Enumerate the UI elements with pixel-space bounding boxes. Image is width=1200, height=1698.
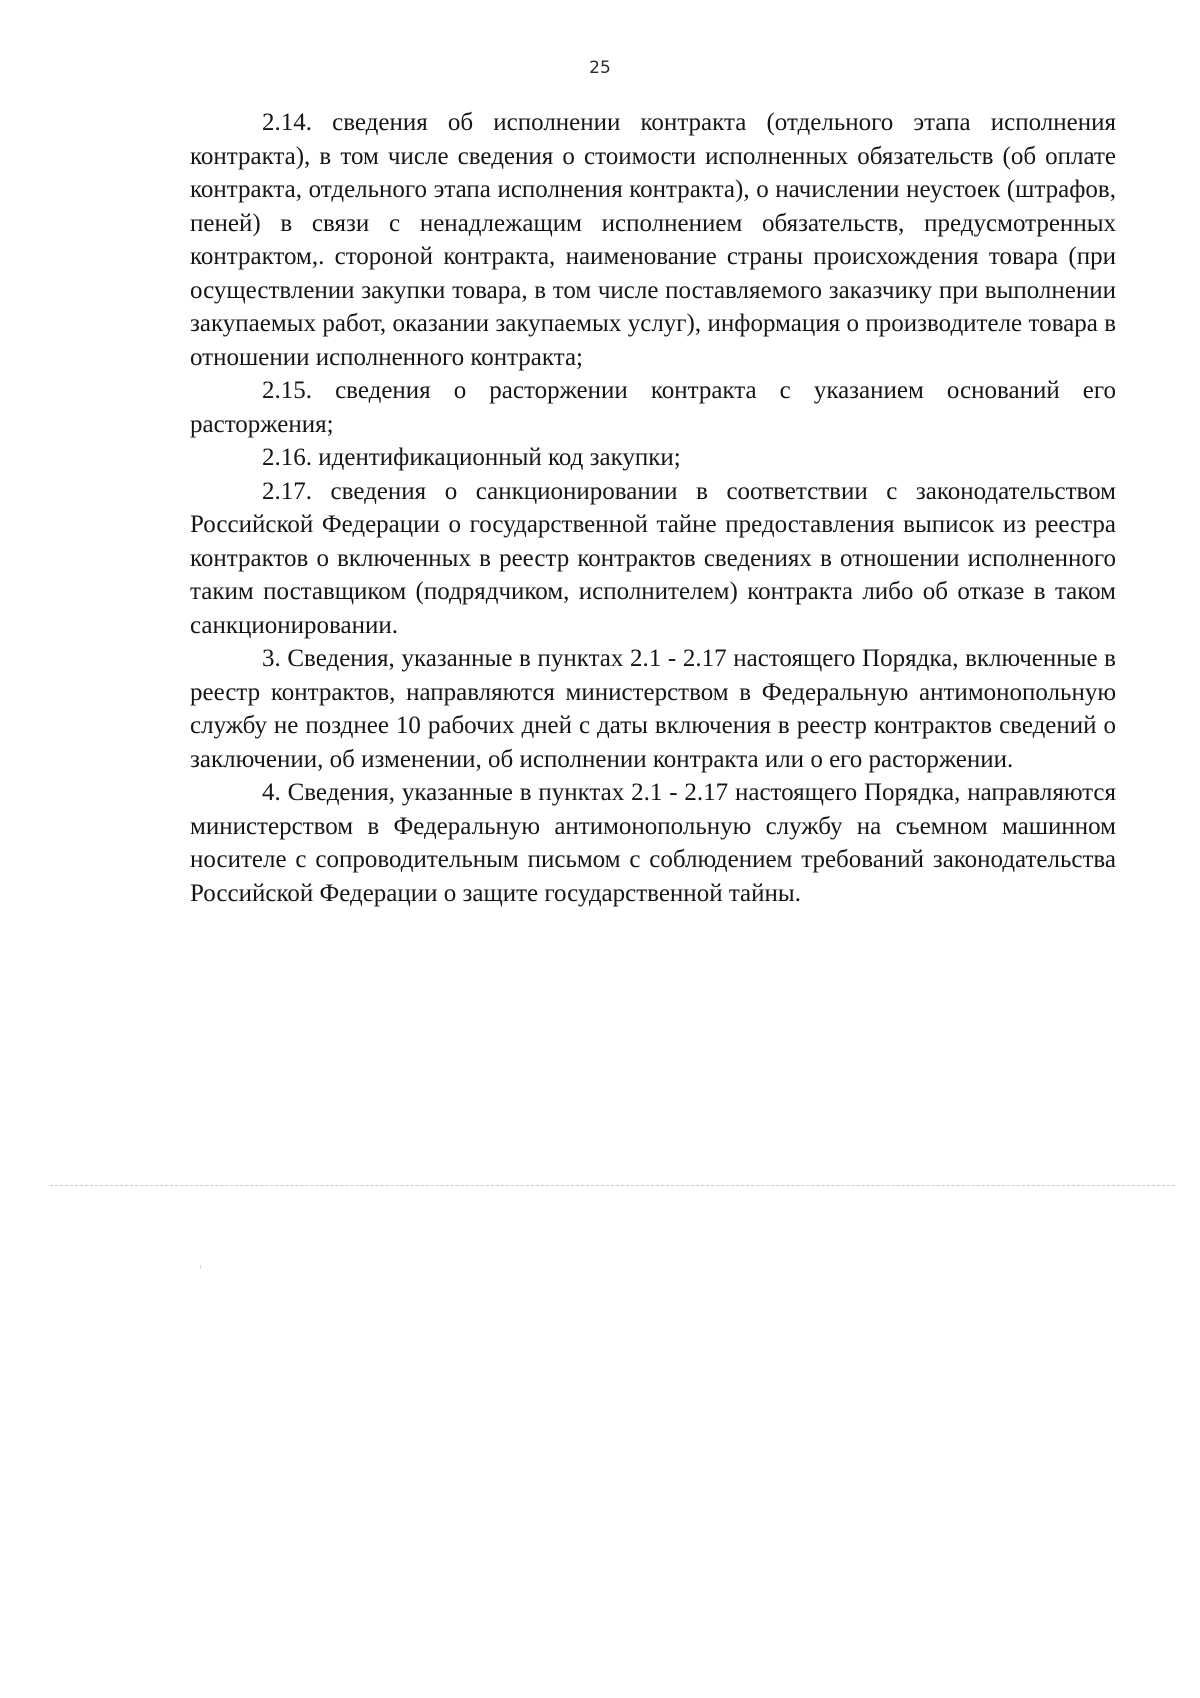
- paragraph-2-14: 2.14. сведения об исполнении контракта (отдельного этапа исполнения контракта), в том числе сведения о стоимости исполненных обязательств (об оплате контракта, отдельного этапа исполнения контракта), о начислении неустоек (штрафов, пеней) в связи с ненадлежащим исполнением обязательств, предусмотренных контрактом,. стороной контракта, наименование страны происхождения товара (при осуществлении закупки товара, в том числе поставляемого заказчику при выполнении закупаемых работ, оказании закупаемых услуг), информация о производителе товара в отношении исполненного контракта;: [190, 109, 1116, 371]
- scan-speck: [200, 1265, 201, 1269]
- paragraph-2-15: 2.15. сведения о расторжении контракта с указанием оснований его расторжения;: [190, 377, 1116, 438]
- scan-artifact-line: [50, 1185, 1175, 1186]
- paragraph-4: 4. Сведения, указанные в пунктах 2.1 - 2.17 настоящего Порядка, направляются министерством в Федеральную антимонопольную службу на съемном машинном носителе с сопроводительным письмом с соблюдением требований законодательства Российской Федерации о защите государственной тайны.: [190, 779, 1116, 907]
- paragraph-2-17: 2.17. сведения о санкционировании в соответствии с законодательством Российской Федерации о государственной тайне предоставления выписок из реестра контрактов о включенных в реестр контрактов сведениях в отношении исполненного таким поставщиком (подрядчиком, исполнителем) контракта либо об отказе в таком санкционировании.: [190, 477, 1116, 639]
- paragraph-3: 3. Сведения, указанные в пунктах 2.1 - 2.17 настоящего Порядка, включенные в реестр контрактов, направляются министерством в Федеральную антимонопольную службу не позднее 10 рабочих дней с даты включения в реестр контрактов сведений о заключении, об изменении, об исполнении контракта или о его расторжении.: [190, 645, 1116, 773]
- paragraph-2-16: 2.16. идентификационный код закупки;: [262, 444, 681, 471]
- document-body: [190, 106, 1116, 910]
- page-number: 25: [589, 58, 611, 78]
